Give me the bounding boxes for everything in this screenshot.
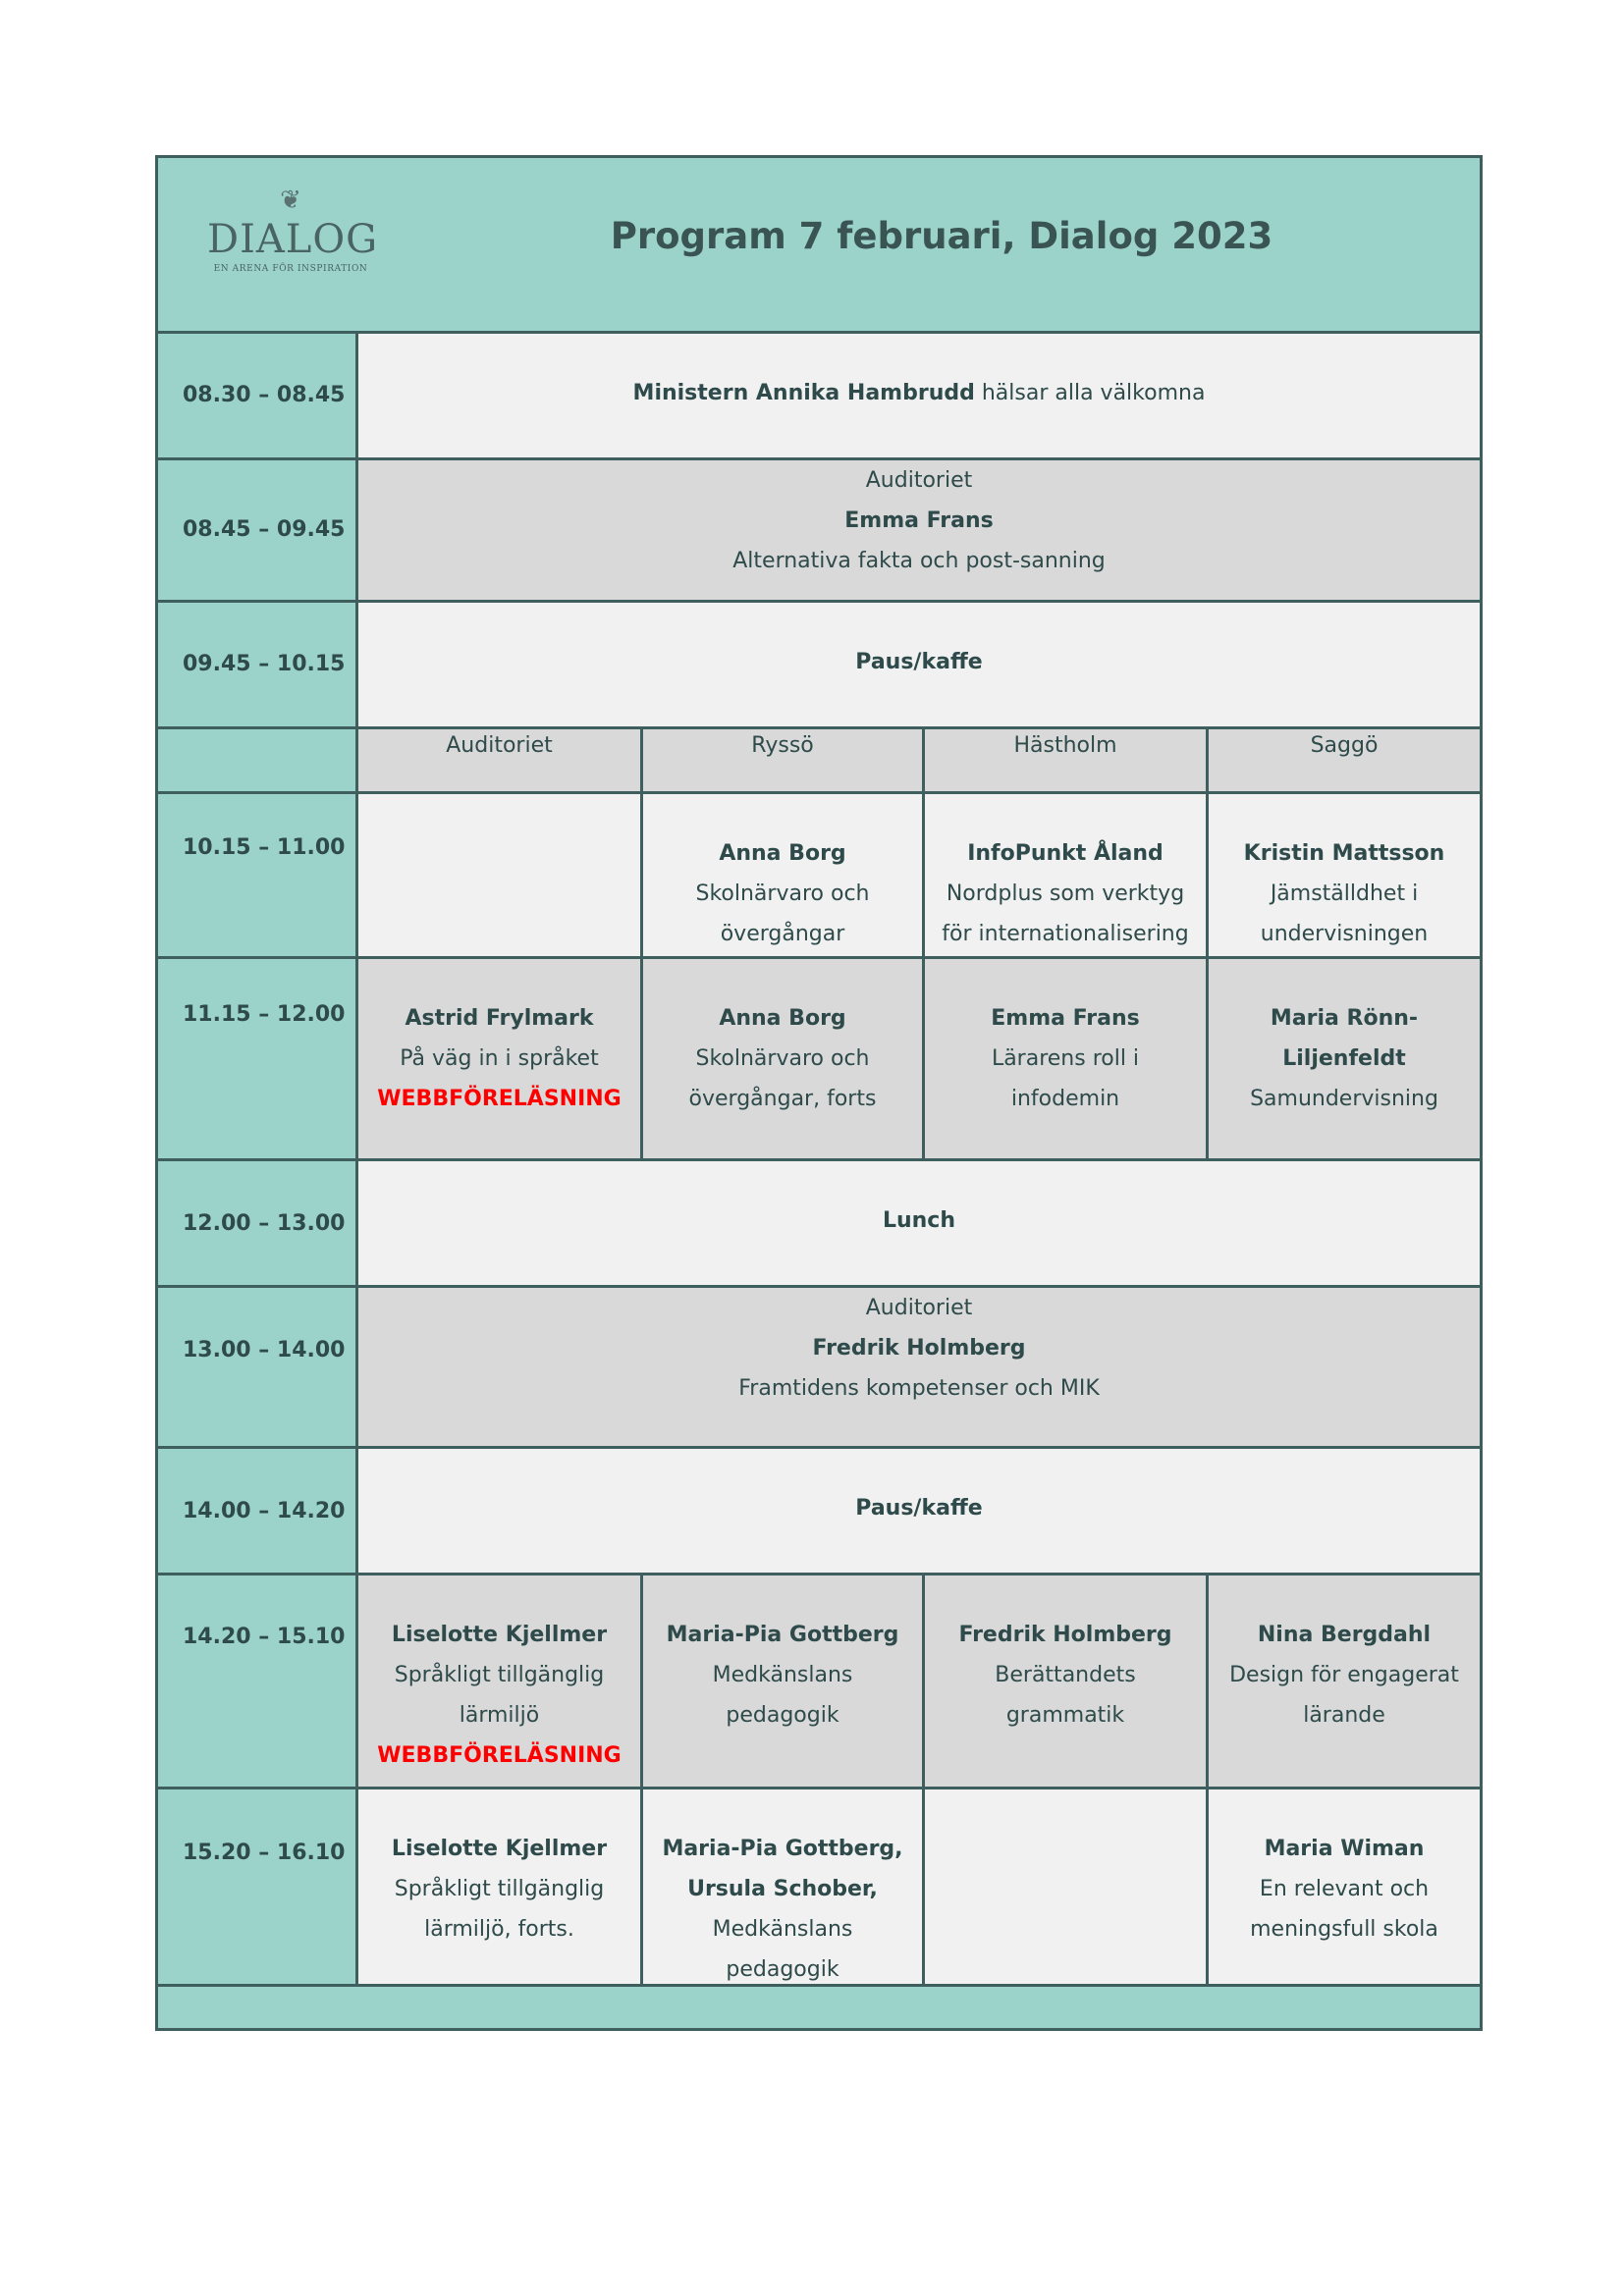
room-header-auditoriet: [358, 729, 640, 791]
session-title: övergångar: [720, 922, 845, 946]
session-title: Språkligt tillgänglig: [394, 1877, 605, 1901]
time-slot: 10.15 – 11.00: [183, 835, 346, 860]
column-divider: [922, 726, 925, 1158]
time-column-divider: [355, 331, 358, 1984]
speaker-name: Emma Frans: [991, 1006, 1140, 1031]
keynote-1-speaker: Emma Frans: [844, 508, 994, 533]
speaker-name: Anna Borg: [719, 1006, 846, 1031]
room-header-saggo: [1209, 729, 1480, 791]
welcome-speaker: Ministern Annika Hambrudd: [632, 381, 975, 405]
keynote-2-talk: Framtidens kompetenser och MIK: [738, 1376, 1100, 1401]
room-label: Saggö: [1310, 733, 1379, 758]
column-divider: [1206, 726, 1209, 1158]
speaker-name: Ursula Schober,: [687, 1877, 878, 1901]
logo-tagline: EN ARENA FÖR INSPIRATION: [213, 264, 368, 274]
room-label: Auditoriet: [446, 733, 553, 758]
column-divider: [640, 1573, 643, 1984]
time-slot: 11.15 – 12.00: [183, 1002, 346, 1027]
session-title: En relevant och: [1259, 1877, 1430, 1901]
speaker-name: Astrid Frylmark: [405, 1006, 594, 1031]
column-divider: [640, 726, 643, 1158]
speaker-name: Liljenfeldt: [1282, 1046, 1406, 1071]
session-title: lärmiljö, forts.: [424, 1917, 574, 1942]
room-header-rysso: [643, 729, 922, 791]
speaker-name: Fredrik Holmberg: [958, 1623, 1172, 1647]
room-header-hastholm: [925, 729, 1206, 791]
keynote-2-room: Auditoriet: [865, 1296, 973, 1320]
page-title: Program 7 februari, Dialog 2023: [610, 215, 1273, 257]
room-label: Hästholm: [1013, 733, 1117, 758]
session-title: På väg in i språket: [400, 1046, 599, 1071]
session-title: Berättandets: [995, 1663, 1136, 1687]
session-title: pedagogik: [726, 1957, 839, 1982]
session-title: Medkänslans: [712, 1663, 853, 1687]
session-title: övergångar, forts: [688, 1087, 877, 1111]
time-slot: 08.45 – 09.45: [183, 517, 346, 542]
session-title: Språkligt tillgänglig: [394, 1663, 605, 1687]
time-slot: 14.20 – 15.10: [183, 1625, 346, 1649]
logo-emblem-icon: ❦: [280, 186, 301, 215]
session-title: undervisningen: [1260, 922, 1429, 946]
speaker-name: Nina Bergdahl: [1257, 1623, 1432, 1647]
time-slot: 08.30 – 08.45: [183, 383, 346, 407]
speaker-name: Anna Borg: [719, 841, 846, 866]
time-slot: 14.00 – 14.20: [183, 1499, 346, 1523]
session-keynote-2: [358, 1288, 1480, 1446]
welcome-text: hälsar alla välkomna: [974, 381, 1206, 405]
schedule-table: [155, 155, 1483, 2031]
session-title: Nordplus som verktyg: [946, 881, 1185, 906]
lunch-label: Lunch: [882, 1208, 956, 1233]
speaker-name: Liselotte Kjellmer: [391, 1623, 608, 1647]
speaker-name: Maria Wiman: [1264, 1837, 1425, 1861]
logo-wordmark: DIALOG: [207, 217, 379, 262]
session-title: Jämställdhet i: [1270, 881, 1419, 906]
room-label: Ryssö: [751, 733, 814, 758]
speaker-name: Kristin Mattsson: [1243, 841, 1445, 866]
speaker-name: Maria-Pia Gottberg,: [662, 1837, 903, 1861]
session-title: Skolnärvaro och: [695, 1046, 870, 1071]
session-title: Skolnärvaro och: [695, 881, 870, 906]
session-title: pedagogik: [726, 1703, 839, 1728]
webinar-badge: WEBBFÖRELÄSNING: [377, 1087, 622, 1111]
time-slot: 09.45 – 10.15: [183, 652, 346, 676]
session-title: lärande: [1303, 1703, 1385, 1728]
session-title: Medkänslans: [712, 1917, 853, 1942]
session-title: infodemin: [1010, 1087, 1120, 1111]
speaker-name: Liselotte Kjellmer: [391, 1837, 608, 1861]
column-divider: [1206, 1573, 1209, 1984]
time-slot: 12.00 – 13.00: [183, 1211, 346, 1236]
column-divider: [922, 1573, 925, 1984]
speaker-name: InfoPunkt Åland: [967, 841, 1164, 866]
webinar-badge: WEBBFÖRELÄSNING: [377, 1743, 622, 1768]
keynote-1-room: Auditoriet: [865, 468, 973, 493]
keynote-1-talk: Alternativa fakta och post-sanning: [732, 549, 1106, 573]
break-2-label: Paus/kaffe: [855, 1496, 983, 1521]
session-keynote-1: [358, 460, 1480, 600]
speaker-name: Maria Rönn-: [1270, 1006, 1419, 1031]
speaker-name: Maria-Pia Gottberg: [666, 1623, 899, 1647]
session-title: för internationalisering: [942, 922, 1189, 946]
time-slot: 13.00 – 14.00: [183, 1338, 346, 1362]
time-slot: 15.20 – 16.10: [183, 1841, 346, 1865]
session-title: lärmiljö: [459, 1703, 540, 1728]
session-title: grammatik: [1005, 1703, 1125, 1728]
dialog-logo: [207, 184, 379, 274]
schedule-header: [158, 158, 1480, 331]
session-title: Samundervisning: [1250, 1087, 1438, 1111]
schedule-footer: [158, 1987, 1480, 2028]
session-title: Design för engagerat: [1229, 1663, 1459, 1687]
session-title: meningsfull skola: [1250, 1917, 1438, 1942]
break-1-label: Paus/kaffe: [855, 650, 983, 674]
keynote-2-speaker: Fredrik Holmberg: [812, 1336, 1026, 1361]
session-title: Lärarens roll i: [991, 1046, 1140, 1071]
